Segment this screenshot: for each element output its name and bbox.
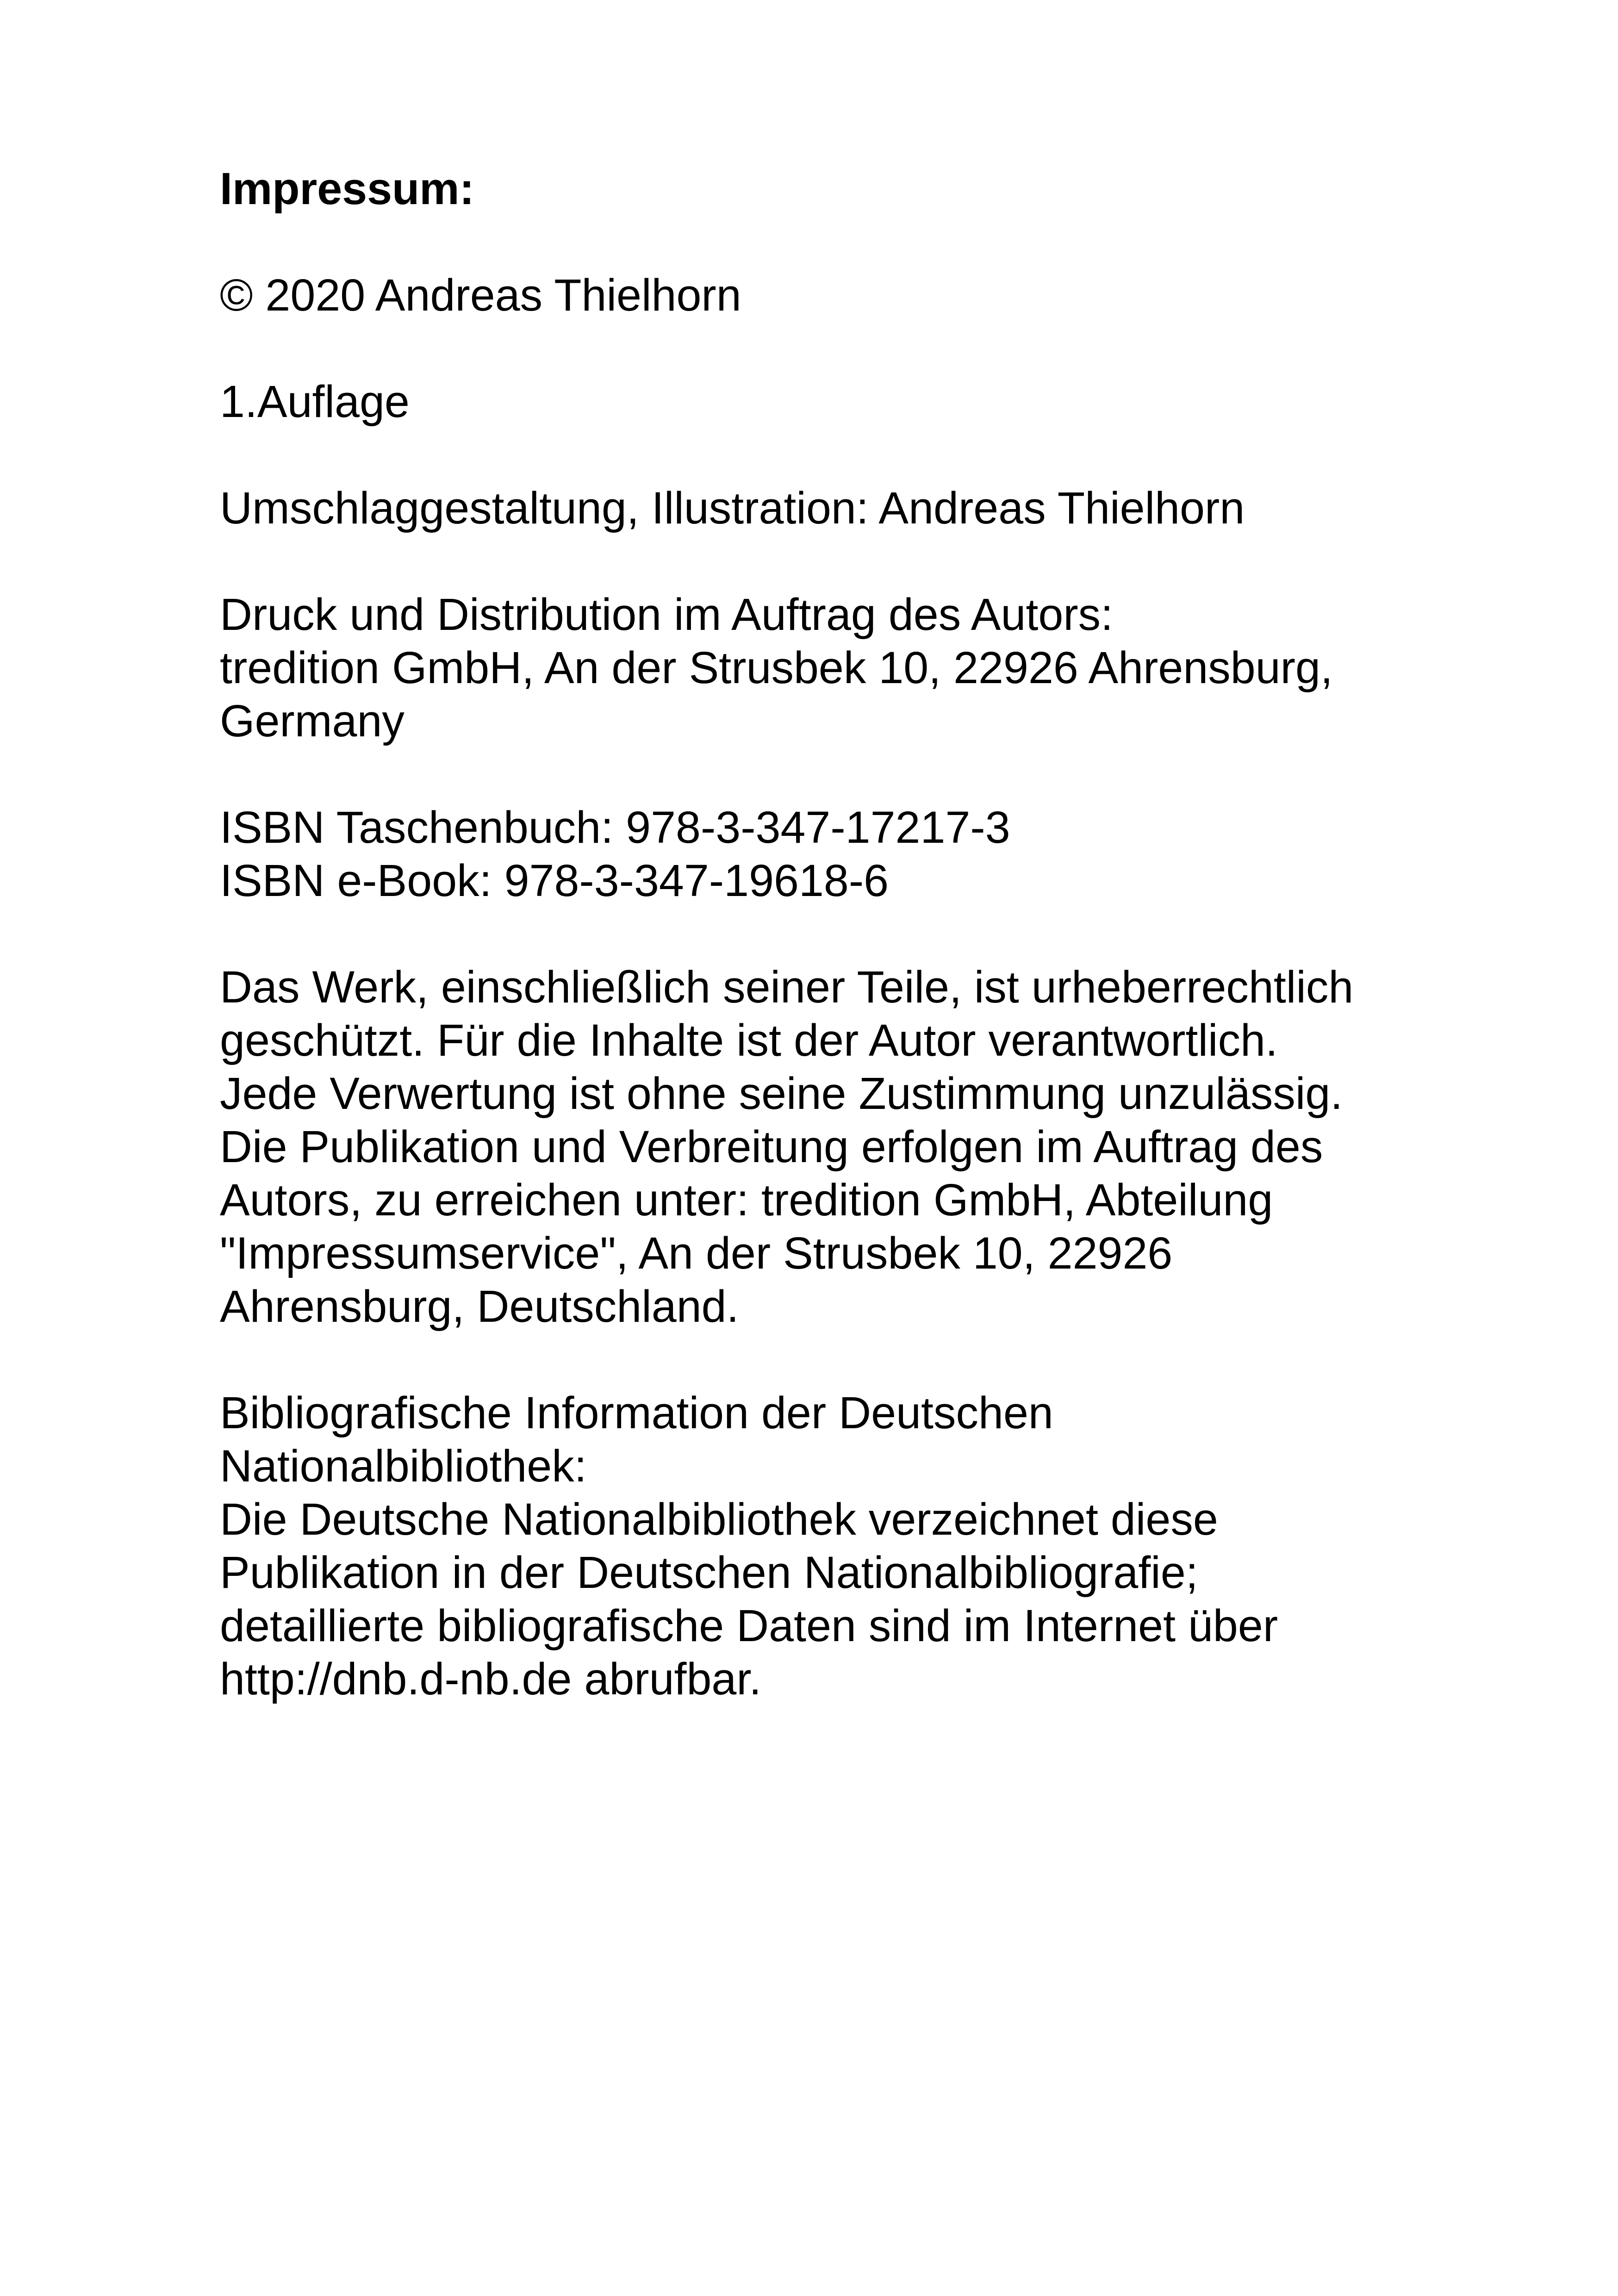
- rights-line: Die Publikation und Verbreitung erfolgen im Auftrag des: [220, 1121, 1323, 1172]
- bibliography-line: Bibliografische Information der Deutschen: [220, 1388, 1053, 1438]
- isbn-block: [220, 801, 1469, 907]
- imprint-heading: Impressum:: [220, 163, 474, 214]
- printing-block: [220, 588, 1469, 747]
- isbn-ebook: ISBN e-Book: 978-3-347-19618-6: [220, 855, 889, 906]
- copyright-block: [220, 268, 1469, 322]
- bibliography-line: Nationalbibliothek:: [220, 1441, 587, 1491]
- rights-line: Jede Verwertung ist ohne seine Zustimmung unzulässig.: [220, 1068, 1343, 1119]
- imprint-page: [220, 162, 1469, 1759]
- bibliography-block: [220, 1386, 1469, 1705]
- cover-line: Umschlaggestaltung, Illustration: Andreas Thielhorn: [220, 483, 1245, 533]
- edition-line: 1.Auflage: [220, 376, 410, 427]
- copyright-line: © 2020 Andreas Thielhorn: [220, 270, 741, 320]
- bibliography-line: Die Deutsche Nationalbibliothek verzeichnet diese: [220, 1494, 1218, 1544]
- bibliography-line: http://dnb.d-nb.de abrufbar.: [220, 1654, 762, 1704]
- printing-line: Druck und Distribution im Auftrag des Autors:: [220, 589, 1114, 640]
- rights-line: "Impressumservice", An der Strusbek 10, 22926: [220, 1228, 1173, 1278]
- printing-line: tredition GmbH, An der Strusbek 10, 22926 Ahrensburg,: [220, 642, 1333, 693]
- cover-block: [220, 481, 1469, 535]
- rights-line: Das Werk, einschließlich seiner Teile, ist urheberrechtlich: [220, 962, 1354, 1012]
- printing-line: Germany: [220, 696, 404, 746]
- rights-line: Autors, zu erreichen unter: tredition GmbH, Abteilung: [220, 1175, 1273, 1225]
- isbn-paperback: ISBN Taschenbuch: 978-3-347-17217-3: [220, 802, 1010, 852]
- edition-block: [220, 375, 1469, 428]
- bibliography-line: detaillierte bibliografische Daten sind im Internet über: [220, 1600, 1278, 1651]
- rights-line: geschützt. Für die Inhalte ist der Autor verantwortlich.: [220, 1015, 1278, 1065]
- bibliography-line: Publikation in der Deutschen Nationalbibliografie;: [220, 1547, 1198, 1598]
- rights-line: Ahrensburg, Deutschland.: [220, 1281, 739, 1332]
- rights-block: [220, 960, 1469, 1333]
